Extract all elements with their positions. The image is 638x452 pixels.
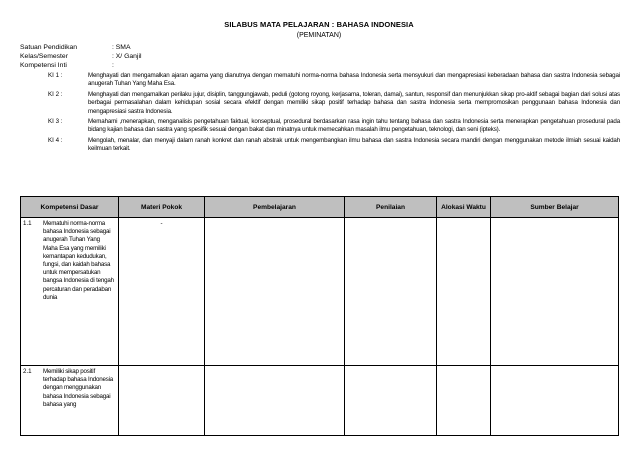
page-title: SILABUS MATA PELAJARAN : BAHASA INDONESIA bbox=[224, 20, 414, 29]
header-alokasi-waktu: Alokasi Waktu bbox=[437, 197, 491, 218]
ki-code: KI 3 : bbox=[48, 118, 63, 126]
materi-cell: - bbox=[119, 218, 205, 366]
ki-code: KI 4 : bbox=[48, 136, 63, 144]
ki-text: Menghayati dan mengamalkan perilaku jujur, disiplin, tanggungjawab, peduli (gotong royong, kerjasama, toleran, damai), santun, responsif dan menunjukkan sikap pro-aktif sebagai bagian dari solusi atas berbagai permasalahan dalam kehidupan sosial secara efektif dengan memiliki sikap positif terhadap bahasa dan sastra Indonesia serta mempromosikan penggunaan bahasa Indonesia dan mengapresiasi sastra Indonesia. bbox=[88, 90, 620, 115]
ki-item-4 bbox=[20, 137, 620, 154]
header-penilaian: Penilaian bbox=[345, 197, 437, 218]
alokasi-cell bbox=[437, 218, 491, 366]
ki-code: KI 1 : bbox=[48, 72, 63, 79]
alokasi-cell bbox=[437, 366, 491, 436]
penilaian-cell bbox=[345, 218, 437, 366]
materi-cell bbox=[119, 366, 205, 436]
table-row bbox=[21, 366, 619, 436]
document-meta bbox=[20, 43, 141, 70]
penilaian-cell bbox=[345, 366, 437, 436]
kd-text: Mematuhi norma-norma bahasa Indonesia sebagai anugerah Tuhan Yang Maha Esa yang memiliki kemantapan kedudukan, fungsi, dan kaidah bahasa untuk mempersatukan bangsa Indonesia di tengah percaturan dan peradaban dunia bbox=[43, 220, 114, 301]
ki-item-2 bbox=[20, 91, 620, 116]
header-pembelajaran: Pembelajaran bbox=[205, 197, 345, 218]
ki-text: Memahami ,menerapkan, menganalisis pengetahuan faktual, konseptual, prosedural berdasarkan rasa ingin tahu tentang bahasa dan sastra Indonesia serta menerapkan pengetahuan prosedural pada bidang kajian bahasa dan sastra yang spesifik sesuai dengan bakat dan minatnya untuk memecahkan masalah ilmu pengetahuan, teknologi, dan seni (ipteks). bbox=[88, 118, 620, 134]
meta-value: : SMA bbox=[112, 44, 131, 51]
pembelajaran-cell bbox=[205, 366, 345, 436]
meta-row-kompetensi-inti bbox=[20, 61, 141, 70]
ki-text: Menghayati dan mengamalkan ajaran agama yang dianutnya dengan mematuhi norma-norma bahasa Indonesia serta mensyukuri dan mengapresiasi keberadaan bahasa dan sastra Indonesia sebagai anugerah Tuhan Yang Maha Esa. bbox=[88, 72, 620, 88]
sumber-cell bbox=[491, 218, 619, 366]
meta-value: : bbox=[112, 62, 114, 69]
ki-code: KI 2 : bbox=[48, 90, 63, 98]
kd-number: 1.1 bbox=[23, 220, 32, 227]
header-sumber-belajar: Sumber Belajar bbox=[491, 197, 619, 218]
meta-label: Kompetensi Inti bbox=[20, 62, 67, 69]
table-header-row bbox=[21, 197, 619, 218]
silabus-table bbox=[20, 196, 619, 436]
ki-item-1 bbox=[20, 72, 620, 89]
meta-value: : X/ Ganjil bbox=[112, 53, 142, 60]
pembelajaran-cell bbox=[205, 218, 345, 366]
kd-number: 2.1 bbox=[23, 368, 32, 375]
kd-text: Memiliki sikap positif terhadap bahasa Indonesia dengan menggunakan bahasa Indonesia sebagai bahasa yang bbox=[43, 368, 113, 408]
meta-label: Satuan Pendidikan bbox=[20, 44, 78, 51]
kompetensi-inti-list bbox=[20, 72, 620, 156]
header-kompetensi-dasar: Kompetensi Dasar bbox=[21, 197, 119, 218]
meta-row-satuan bbox=[20, 43, 141, 52]
kd-cell bbox=[21, 218, 119, 366]
page-subtitle: (PEMINATAN) bbox=[296, 32, 342, 39]
sumber-cell bbox=[491, 366, 619, 436]
ki-item-3 bbox=[20, 118, 620, 135]
ki-text: Mengolah, menalar, dan menyaji dalam ranah konkret dan ranah abstrak untuk mengembangkan ilmu bahasa dan sastra Indonesia secara mandiri dengan menggunakan metode ilmiah sesuai kaidah keilmuan terkait. bbox=[88, 136, 620, 153]
kd-cell bbox=[21, 366, 119, 436]
header-materi-pokok: Materi Pokok bbox=[119, 197, 205, 218]
meta-row-kelas bbox=[20, 52, 141, 61]
meta-label: Kelas/Semester bbox=[20, 53, 68, 60]
table-row bbox=[21, 218, 619, 366]
